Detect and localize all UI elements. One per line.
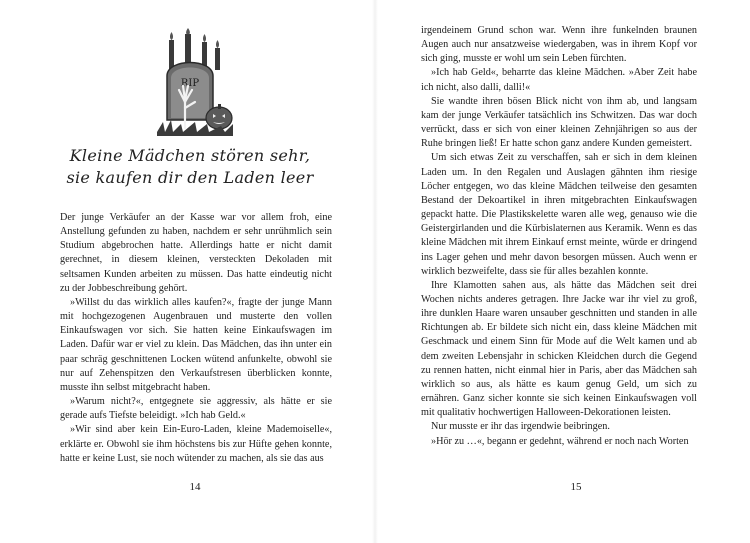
paragraph: »Warum nicht?«, entgegnete sie aggressiv, als hätte er sie gerade aufs Tiefste beleidigt. »Ich hab Geld.« [60, 396, 332, 422]
tombstone-text: RIP [180, 78, 200, 89]
paragraph: Ihre Klamotten sahen aus, als hätte das Mädchen seit drei Wochen nichts anderes getragen. Ihre Jacke war ihr viel zu groß, ihre dunklen Haare waren unsauber geschnitten und standen in alle Richtungen ab. Er bildete sich nicht ein, dass kleine Mädchen mit Geschmack und einem Sinn für Mode auf die Welt kamen und ab dem zweiten Lebensjahr in schicken Kleidchen durch die Gegend zu rennen hatten, nicht einmal hier in Paris, aber das Mädchen sah wirklich so aus, als hätte es kaum genug Geld, um sich zu ernähren. Ganz sicher konnte sie sich keinen Einkaufswagen voll mit qualitativ hochwertigen Halloween-Dekorationen leisten. [421, 279, 697, 419]
right-page [375, 0, 750, 543]
paragraph: Um sich etwas Zeit zu verschaffen, sah er sich in dem kleinen Laden um. In den Regalen und Auslagen gähnten ihm riesige Löcher entgegen, wo das kleine Mädchen teilweise den gesamten Bestand der Dekoartikel in ihren mitgebrachten Einkaufswagen gepackt hatte. Die Plastikskelette waren alle weg, genauso wie die Geistergirlanden und die Kürbislaternen aus Keramik. Wenn es das kleine Mädchen mit ihrem Einkauf ernst meinte, würde er dringend ins Lager gehen und mehr davon besorgen müssen. Auch wenn er wirklich bezweifelte, dass sie für alles bezahlen konnte. [421, 152, 697, 277]
paragraph: Der junge Verkäufer an der Kasse war vor allem froh, eine Anstellung gefunden zu haben, nachdem er sehr unrühmlich sein Studium abgebrochen hatte. Allerdings hatte er nicht damit gerechnet, in diesem kleinen, versteckten Dekoladen mit seltsamen Kunden arbeiten zu müssen. Das hatte eindeutig nicht zu der Jobbeschreibung gehört. [60, 212, 332, 294]
paragraph: »Hör zu …«, begann er gedehnt, während er noch nach Worten [431, 435, 689, 447]
paragraph: Nur musste er ihr das irgendwie beibringen. [431, 421, 610, 433]
chapter-title-line-1: Kleine Mädchen stören sehr, [69, 146, 311, 165]
paragraph: irgendeinem Grund schon war. Wenn ihre funkelnden braunen Augen auch nur ansatzweise wiedergaben, was in ihrem Kopf vor sich ging, musste er wohl um sein Leben fürchten. [421, 25, 697, 65]
left-page-body [60, 211, 332, 466]
paragraph: »Wir sind aber kein Ein-Euro-Laden, kleine Mademoiselle«, erklärte er. Obwohl sie ihm höchstens bis zur Hüfte gehen konnte, hatte er keine Lust, sie noch wütender zu machen, als sie das aus [60, 424, 332, 464]
paragraph: »Ich hab Geld«, beharrte das kleine Mädchen. »Aber Zeit habe ich nicht, also dalli, dalli!« [421, 67, 697, 93]
page-number: 15 [570, 481, 582, 493]
right-page-body [421, 24, 697, 449]
paragraph: Sie wandte ihren bösen Blick nicht von ihm ab, und langsam kam der junge Verkäufer tatsächlich ins Schwitzen. Das war doch verrückt, dass er sich von einer kleinen Zehnjährigen so aus der Ruhe bringen ließ! Er hatte schon ganz andere Kunden gemeistert. [421, 95, 697, 150]
paragraph: »Willst du das wirklich alles kaufen?«, fragte der junge Mann mit hochgezogenen Augenbrauen und musterte den vollen Einkaufswagen vor sich. Sie hatten keine Einkaufswagen im Laden. Dafür war er viel zu klein. Das Mädchen, das ihn unter ein paar schräg geschnittenen Locken wütend anfunkelte, obwohl sie nur auf Zehenspitzen den Verkaufstresen überblicken konnte, musste ihn selbst mitgebracht haben. [60, 296, 332, 393]
chapter-title-line-2: sie kaufen dir den Laden leer [66, 168, 314, 187]
tombstone-candles-pumpkin-illustration [155, 28, 235, 136]
chapter-title [40, 145, 340, 189]
page-number: 14 [189, 481, 201, 493]
